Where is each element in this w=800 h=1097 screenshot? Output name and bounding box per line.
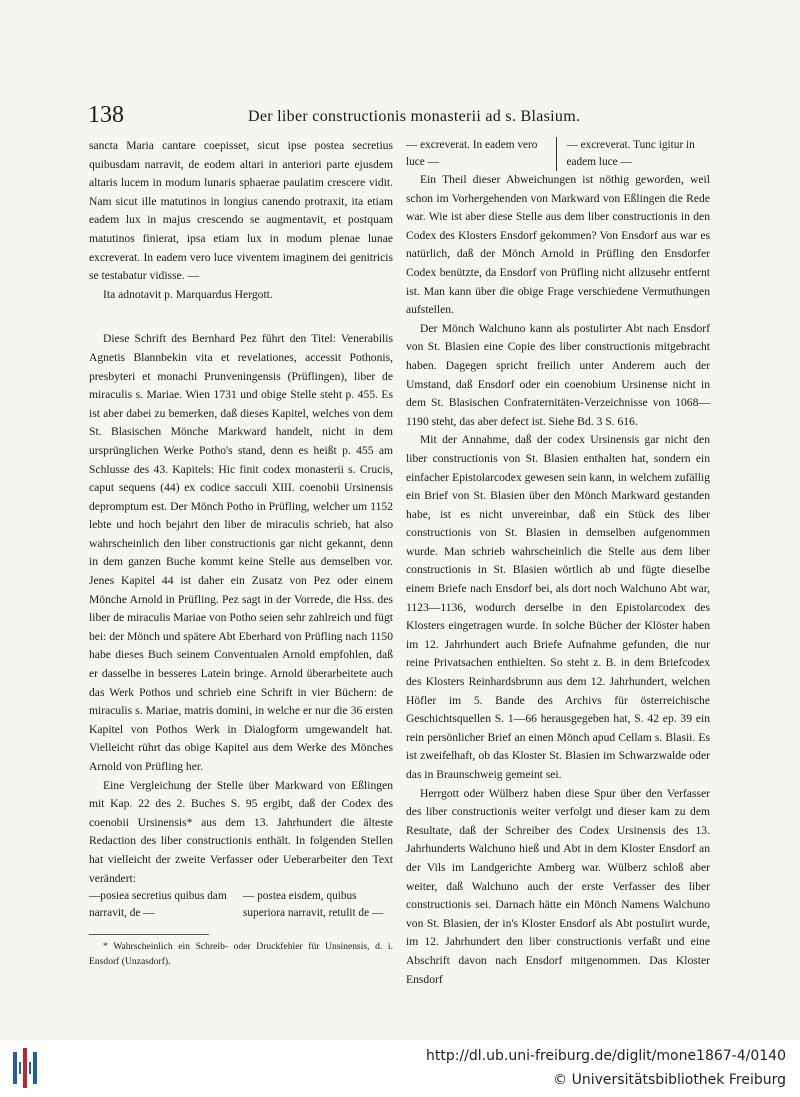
text-comparison <box>89 888 393 922</box>
body-paragraph: Eine Vergleichung der Stelle über Markward von Eßlingen mit Kap. 22 des 2. Buches S. 95 ergibt, daß der Codex des coenobii Ursinensis* aus dem 13. Jahrhundert die älteste Redaction des liber constructionis enthält. In folgenden Stellen hat vielleicht der zweite Verfasser oder Ueberarbeiter den Text verändert: <box>89 778 393 885</box>
body-paragraph: Der Mönch Walchuno kann als postulirter Abt nach Ensdorf von St. Blasien eine Copie des liber constructionis mitgebracht haben. Dagegen spricht freilich unter Anderem auch der Umstand, daß Ensdorf oder ein coenobium Ursinense nicht in dem St. Blasischen Confraternitäten-Verzeichnisse von 1068—1190 steht, das aber defect ist. Siehe Bd. 3 S. 616. <box>406 321 710 428</box>
body-paragraph: Diese Schrift des Bernhard Pez führt den Titel: Venerabilis Agnetis Blannbekin vita et revelationes, accessit Pothonis, presbyteri et monachi Prunveningensis (Prüflingen), liber de miraculis s. Mariae. Wien 1731 und obige Stelle steht p. 455. Es ist aber dabei zu bemerken, daß dieses Kapitel, welches von dem St. Blasischen Mönche Markward handelt, nicht in dem ursprünglichen Werke Potho's stand, denn es heißt p. 455 am Schlusse des 43. Kapitels: Hic finit codex monasterii s. Crucis, caput sequens (44) ex codice sacculi XIII. coenobii Ursinensis depromptum est. Der Mönch Potho in Prüfling, welcher um 1152 lebte und hoch bejahrt den liber de miraculis schrieb, hat also wahrscheinlich den liber constructionis gar nicht gekannt, denn in dem ganzen Buche kommt keine Stelle aus demselben vor. Jenes Kapitel 44 ist daher ein Zusatz von Pez oder einem Mönche Arnold in Prüfling. Pez sagt in der Vorrede, die Hss. des liber de miraculis Mariae von Potho seien sehr zahlreich und fügt bei: der Mönch und spätere Abt Eberhard von Prüfling nach 1150 habe dieses Buch seinem Conventualen Arnold empfohlen, daß er dasselbe in besseres Latein bringe. Arnold überarbeitete auch das Werk Pothos und schrieb eine Schrift in vier Büchern: de miraculis s. Mariae, matris domini, in welche er nur die 36 ersten Kapitel von Pothos Werk in Dialogform umgewandelt hat. Vielleicht rührt das obige Kapitel aus dem Werke des Mönches Arnold von Prüfling her. <box>89 332 393 773</box>
body-paragraph: Herrgott oder Wülberz haben diese Spur über den Verfasser des liber constructionis weiter verfolgt und dieser kam zu dem Resultate, daß der Schreiber des Codex Ursinensis des 13. Jahrhunderts Walchuno hieß und Abt in dem Kloster Ensdorf an der Vils im Landgerichte Amberg war. Wülberz schloß aber weiter, daß Walchuno auch der erste Verfasser des liber constructionis sei. Darnach hätte ein Mönch Namens Walchuno von St. Blasien, der in's Kloster Ensdorf als Abt postulirt wurde, im 12. Jahrhundert den liber constructionis verfaßt und eine Abschrift davon nach Ensdorf mitgenommen. Das Kloster Ensdorf <box>406 786 710 986</box>
left-column <box>89 137 393 969</box>
page-number: 138 <box>88 102 124 128</box>
footnote: * Wahrscheinlich ein Schreib- oder Druckfehler für Unsinensis, d. i. Ensdorf (Unzasdorf). <box>89 941 393 968</box>
viewer-footer <box>0 1040 800 1097</box>
right-column <box>406 137 710 989</box>
attribution-line: Ita adnotavit p. Marquardus Hergott. <box>103 287 273 301</box>
ub-freiburg-logo-icon <box>10 1048 40 1088</box>
latin-paragraph: sancta Maria cantare coepisset, sicut ipse postea secretius quibusdam narravit, de eodem altari in anteriori parte ejusdem altaris lucem in modum lunaris sphaerae paulatim crescere vidit. Nam sicut ille matutinos in longius canendo protraxit, ita etiam eadem lux in majus crescendo se augmentavit, et postquam matutinos finierat, ipsa etiam lux in modum plenae lunae excreverat. In eadem vero luce viventem imaginem dei genitricis se testabatur vidisse. — <box>89 139 393 283</box>
footnote-rule <box>89 934 209 935</box>
comparison-right: — excreverat. Tunc igitur in eadem luce — <box>566 139 695 168</box>
body-paragraph: Ein Theil dieser Abweichungen ist nöthig geworden, weil schon im Vorhergehenden von Markward von Eßlingen die Rede war. Wie ist aber diese Stelle aus dem liber constructionis in den Codex des Klosters Ensdorf gekommen? Von Ensdorf aus war es natürlich, daß der Mönch Arnold in Prüfling den Ensdorfer Codex benützte, da Ensdorf von Prüfling nicht allzusehr entfernt ist. Man kann über die obige Frage verschiedene Vermuthungen aufstellen. <box>406 173 710 317</box>
page-header <box>88 102 710 132</box>
comparison-left: — excreverat. In eadem vero luce — <box>406 137 557 171</box>
comparison-left: —posiea secretius quibus dam narravit, de — <box>89 890 227 920</box>
document-url-link[interactable]: http://dl.ub.uni-freiburg.de/diglit/mone1867-4/0140 <box>426 1048 786 1064</box>
text-comparison <box>406 137 710 171</box>
comparison-right: — postea eisdem, quibus superiora narravit, retulit de — <box>243 890 384 920</box>
running-title: Der liber constructionis monasterii ad s. Blasium. <box>248 108 581 125</box>
body-paragraph: Mit der Annahme, daß der codex Ursinensis gar nicht den liber constructionis von St. Blasien enthalten hat, sondern ein einfacher Epistolarcodex gewesen sein kann, in welchem zufällig ein Brief von St. Blasien über den Mönch Markward gestanden habe, ist es nicht unvereinbar, daß ein Stück des liber constructionis von St. Blasien in demselben aufgenommen wurde. Man schrieb wahrscheinlich die Stelle aus dem liber constructionis in St. Blasien wörtlich ab und fügte dieselbe einem Briefe nach Ensdorf bei, als dort noch Walchuno Abt war, 1123—1136, wodurch derselbe in den Epistolarcodex des Klosters eingetragen wurde. In solche Bücher der Klöster haben im 12. Jahrhundert auch Briefe Aufnahme gefunden, die nur reine Privatsachen enthielten. So steht z. B. in dem Briefcodex des Klosters Reinhardsbrunn aus dem 12. Jahrhundert, welchen Höfler im 5. Bande des Archivs für österreichische Geschichtsquellen S. 1—66 herausgegeben hat, S. 42 ep. 39 ein rein persönlicher Brief an einen Mönch apud Cellam s. Blasii. Es ist zweifelhaft, ob das Kloster St. Blasien im Schwarzwalde oder das in Braunschweig gemeint sei. <box>406 433 710 781</box>
copyright-notice: © Universitätsbibliothek Freiburg <box>553 1072 786 1088</box>
